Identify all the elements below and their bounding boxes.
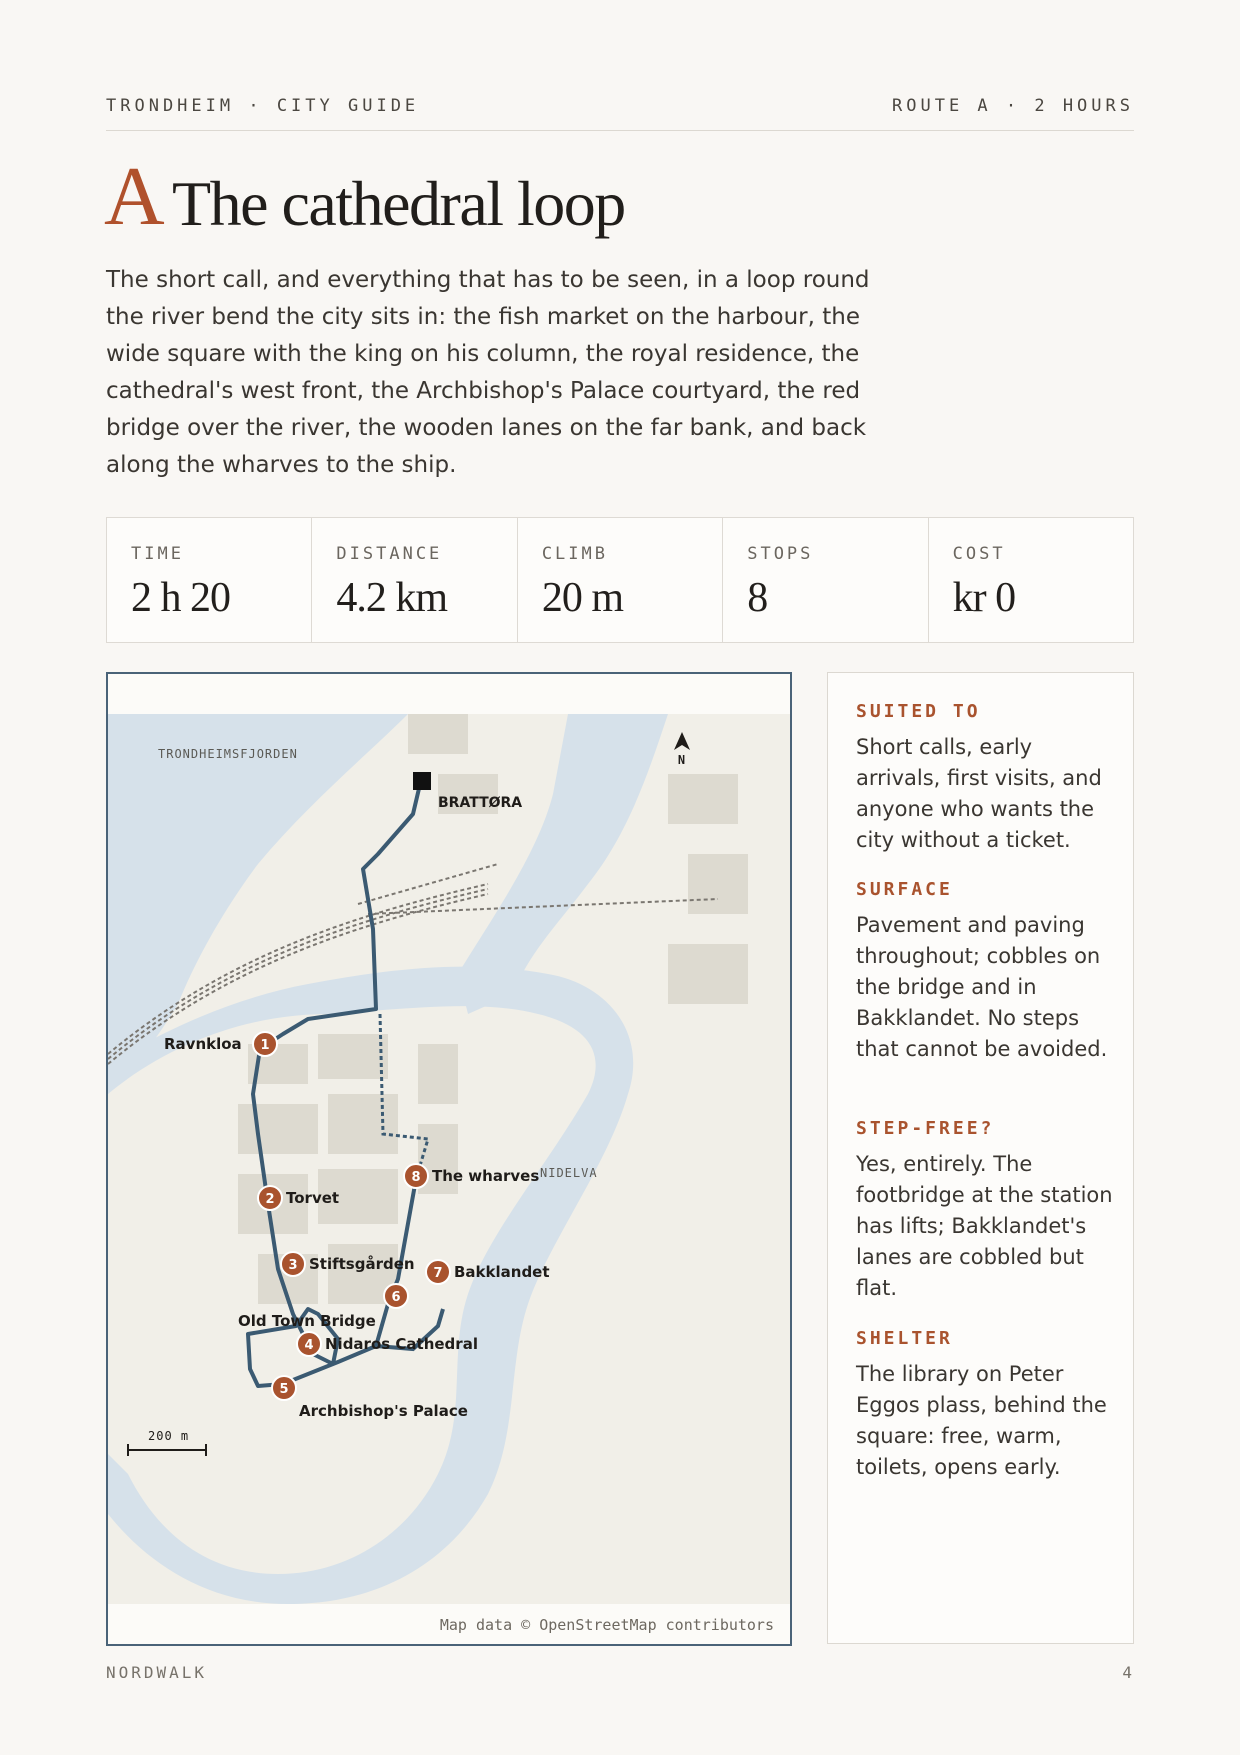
stat-distance — [312, 518, 517, 642]
stop-label: Torvet — [286, 1189, 340, 1207]
stat-label: DISTANCE — [336, 544, 443, 564]
section-body: The library on Peter Eggos plass, behind the square: free, warm, toilets, opens early. — [856, 1362, 1107, 1479]
stats-table — [106, 517, 1134, 643]
svg-text:8: 8 — [411, 1170, 421, 1185]
header-guide-label: TRONDHEIM · CITY GUIDE — [106, 96, 420, 116]
stat-time — [107, 518, 312, 642]
section-step-free — [856, 1118, 1116, 1304]
ship-square-icon — [413, 772, 431, 790]
old-town-bridge-label: Old Town Bridge — [238, 1312, 376, 1330]
section-heading: STEP-FREE? — [856, 1118, 995, 1139]
stop-pin-4[interactable] — [297, 1332, 478, 1356]
stat-value: 2 h 20 — [131, 575, 230, 621]
page-number: 4 — [1122, 1663, 1132, 1682]
river-label: NIDELVA — [540, 1166, 598, 1180]
stat-cost — [929, 518, 1133, 642]
stop-label: The wharves — [432, 1167, 540, 1185]
svg-text:7: 7 — [433, 1266, 443, 1281]
svg-text:2: 2 — [265, 1192, 275, 1207]
stop-pin-6[interactable] — [384, 1284, 408, 1308]
scale-label: 200 m — [148, 1429, 190, 1443]
svg-text:5: 5 — [279, 1382, 289, 1397]
svg-text:6: 6 — [391, 1290, 401, 1305]
stat-value: 4.2 km — [336, 575, 448, 621]
stop-label: Archbishop's Palace — [299, 1402, 468, 1420]
section-surface — [856, 879, 1116, 1065]
section-suited-to — [856, 701, 1116, 856]
brattora-label: BRATTØRA — [438, 795, 523, 811]
map-credit: Map data © OpenStreetMap contributors — [439, 1616, 774, 1634]
route-map[interactable] — [106, 672, 792, 1646]
section-shelter — [856, 1328, 1116, 1483]
stat-label: STOPS — [747, 544, 814, 564]
stat-value: 20 m — [541, 575, 623, 621]
section-body: Pavement and paving throughout; cobbles on the bridge and in Bakklandet. No steps that cannot be avoided. — [856, 913, 1108, 1061]
section-heading: SUITED TO — [856, 701, 981, 722]
section-body: Short calls, early arrivals, first visits, and anyone who wants the city without a ticket. — [856, 735, 1102, 852]
stat-climb — [518, 518, 723, 642]
map-canvas — [108, 714, 790, 1604]
stop-label: Nidaros Cathedral — [325, 1335, 478, 1353]
stat-value: 8 — [747, 575, 768, 621]
stop-pin-8[interactable] — [404, 1164, 539, 1188]
stat-label: CLIMB — [541, 544, 608, 564]
page-header — [106, 96, 1134, 131]
footer-brand: NORDWALK — [106, 1663, 208, 1682]
stat-stops — [723, 518, 928, 642]
stop-pin-7[interactable] — [426, 1260, 550, 1284]
north-label: N — [677, 753, 687, 767]
page-title: The cathedral loop — [172, 168, 625, 239]
stop-label: Bakklandet — [454, 1263, 550, 1281]
stat-label: TIME — [131, 544, 184, 564]
stop-pin-3[interactable] — [281, 1252, 415, 1276]
route-info-sidebar — [827, 672, 1134, 1644]
stop-pin-1[interactable] — [164, 1032, 277, 1056]
intro-paragraph: The short call, and everything that has to be seen, in a loop round the river bend the city sits in: the fish market on the harbour, the wide square with the king on his column, the royal residence, the cathedral's west front, the Archbishop's Palace courtyard, the red bridge over the river, the wooden lanes on the far bank, and back along the wharves to the ship. — [106, 267, 870, 478]
stop-label: Stiftsgården — [309, 1255, 415, 1273]
svg-text:3: 3 — [288, 1258, 298, 1273]
svg-text:4: 4 — [304, 1338, 314, 1353]
route-letter: A — [104, 150, 165, 243]
stat-value: kr 0 — [952, 575, 1016, 621]
stop-pin-2[interactable] — [258, 1186, 339, 1210]
header-route-label: ROUTE A · 2 HOURS — [892, 96, 1134, 116]
section-heading: SHELTER — [856, 1328, 953, 1349]
stat-label: COST — [952, 544, 1006, 564]
stop-label: Ravnkloa — [164, 1035, 242, 1053]
fjord-label: TRONDHEIMSFJORDEN — [158, 747, 298, 761]
section-heading: SURFACE — [856, 879, 953, 900]
svg-text:1: 1 — [260, 1038, 270, 1053]
section-body: Yes, entirely. The footbridge at the station has lifts; Bakklandet's lanes are cobbled but flat. — [856, 1152, 1113, 1300]
